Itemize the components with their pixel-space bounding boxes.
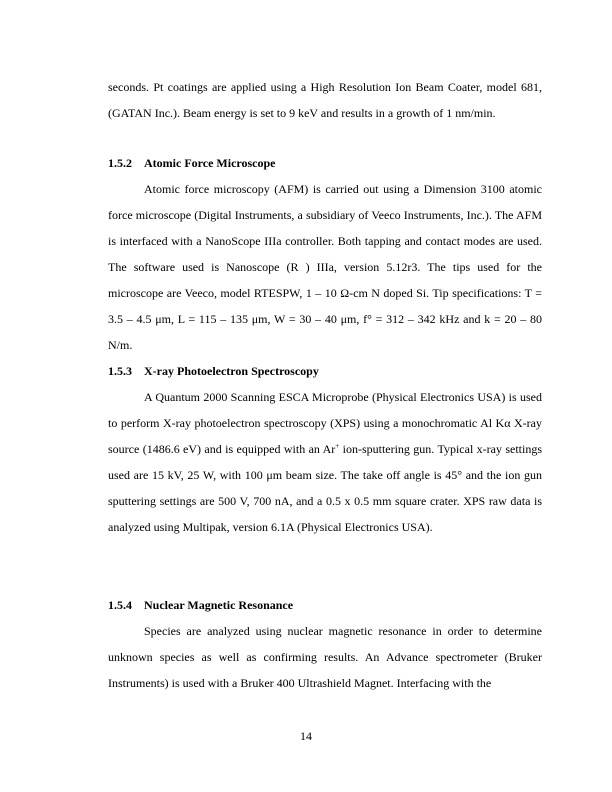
- section-number: 1.5.4: [108, 598, 132, 612]
- page-number: 14: [300, 729, 312, 743]
- section-number: 1.5.3: [108, 364, 132, 378]
- paragraph-xps: A Quantum 2000 Scanning ESCA Microprobe (Physical Electronics USA) is used to perform X-ray photoelectron spectroscopy (XPS) using a monochromatic Al Kα X-ray source (1486.6 eV) and is equipped with an Ar+ ion-sputtering gun. Typical x-ray settings used are 15 kV, 25 W, with 100 μm beam size. The take off angle is 45° and the ion gun sputtering settings are 500 V, 700 nA, and a 0.5 x 0.5 mm square crater. XPS raw data is analyzed using Multipak, version 6.1A (Physical Electronics USA).: [108, 390, 543, 534]
- paragraph-nmr: Species are analyzed using nuclear magnetic resonance in order to determine unknown species as well as confirming results. An Advance spectrometer (Bruker Instruments) is used with a Bruker 400 Ultrashield Magnet. Interfacing with the: [108, 624, 542, 690]
- section-title: Atomic Force Microscope: [144, 156, 276, 170]
- section-heading-afm: [108, 150, 542, 176]
- section-title: X-ray Photoelectron Spectroscopy: [144, 364, 319, 378]
- section-number: 1.5.2: [108, 156, 132, 170]
- section-heading-xps: [108, 358, 542, 384]
- section-title: Nuclear Magnetic Resonance: [144, 598, 294, 612]
- superscript-plus: +: [335, 442, 340, 450]
- section-heading-nmr: [108, 592, 542, 618]
- paragraph-ion-beam-coater: seconds. Pt coatings are applied using a High Resolution Ion Beam Coater, model 681, (GATAN Inc.). Beam energy is set to 9 keV and results in a growth of 1 nm/min.: [108, 80, 542, 120]
- paragraph-afm: Atomic force microscopy (AFM) is carried out using a Dimension 3100 atomic force microscope (Digital Instruments, a subsidiary of Veeco Instruments, Inc.). The AFM is interfaced with a NanoScope IIIa controller. Both tapping and contact modes are used. The software used is Nanoscope (R ) IIIa, version 5.12r3. The tips used for the microscope are Veeco, model RTESPW, 1 – 10 Ω-cm N doped Si. Tip specifications: T = 3.5 – 4.5 μm, L = 115 – 135 μm, W = 30 – 40 μm, f° = 312 – 342 kHz and k = 20 – 80 N/m.: [108, 182, 542, 352]
